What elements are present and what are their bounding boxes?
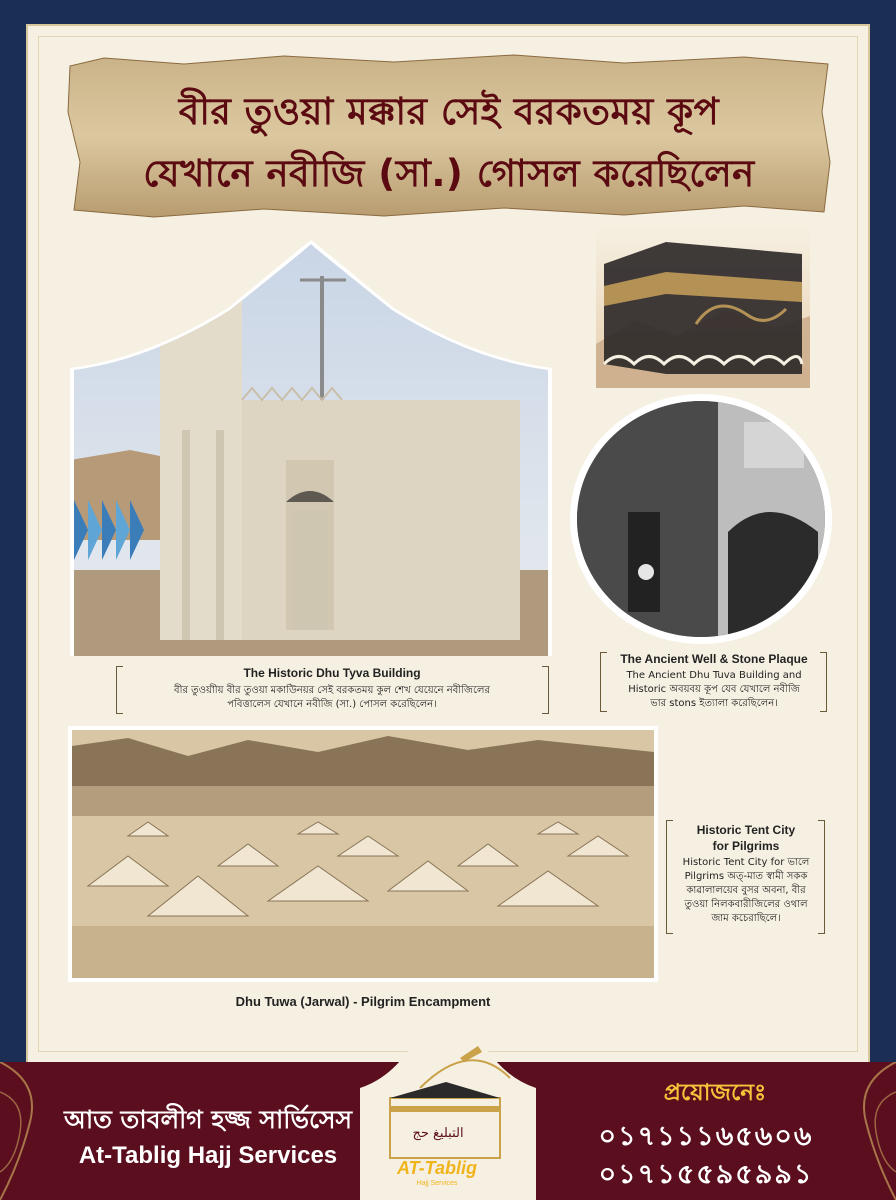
round-photo-caption-line-1: The Ancient Dhu Tuva Building and — [626, 670, 802, 681]
phone-number-2[interactable]: ০১৭১৫৫৯৫৯৯১ — [598, 1159, 814, 1190]
tent-city-body-line-3: কাৱালালয়েব বুসর অবনা, বীর — [686, 885, 806, 896]
tent-city-title — [672, 822, 820, 854]
title-line-1: বীর তুওয়া মক্কার সেই বরকতময় কূপ — [178, 90, 720, 133]
tent-city-body-line-4: তুওয়া নিলকবারীজিলের ওথাল — [684, 899, 808, 910]
service-name-bangla: আত তাবলীগ হজ্জ সার্ভিসেস — [63, 1105, 353, 1134]
tent-city-body-line-5: জাম কচেরাছিলে। — [711, 913, 781, 924]
logo-wordmark: AT-Tablig — [397, 1158, 477, 1178]
title-line-2: যেখানে নবীজি (সা.) গোসল করেছিলেন — [143, 152, 755, 195]
phone-number-1[interactable]: ০১৭১১১৬৫৬০৬ — [598, 1121, 814, 1152]
main-photo-caption-title: The Historic Dhu Tyva Building — [243, 666, 421, 680]
contact-label: প্রয়োজনেঃ — [663, 1080, 767, 1106]
round-photo-caption-title: The Ancient Well & Stone Plaque — [620, 652, 808, 666]
round-photo-caption-body — [606, 669, 822, 711]
dhu-tuwa-building-photo — [70, 240, 552, 656]
caption-bracket-right — [542, 666, 549, 714]
main-photo-caption-line-2: পবিত্তালেস যেখানে নবীজি (সা.) পোসল করেছিলেন। — [227, 699, 437, 710]
kaaba-icon — [596, 224, 810, 388]
ancient-well-photo — [568, 392, 834, 646]
logo-subtitle: Hajj Services — [416, 1180, 458, 1187]
service-name-english: At-Tablig Hajj Services — [78, 1142, 338, 1169]
tent-city-title-line-2: for Pilgrims — [712, 839, 780, 853]
tent-city-body — [672, 856, 820, 926]
pilgrim-encampment-photo — [68, 726, 658, 982]
title-banner — [64, 52, 834, 222]
round-photo-caption-line-2: Historic অবয়বয় কূপ যেব যেখালে নবীজি — [628, 684, 800, 695]
tent-city-body-line-1: Historic Tent City for ভালে — [682, 857, 810, 868]
tent-city-body-line-2: Pilgrims অত্-মাত স্বামী সকক — [684, 871, 808, 882]
tent-city-title-line-1: Historic Tent City — [696, 823, 796, 837]
logo-arabic: التبليغ حج — [412, 1126, 464, 1141]
round-photo-caption-line-3: ভার stons ইত্যালা করেছিলেন। — [650, 698, 778, 709]
main-photo-caption-line-1: বীর তুওয়াীয় বীর তুওয়া মকাউিনয়র সেই বরকতময় কুল শেখ যেয়েনে নবীজিলের — [174, 685, 490, 696]
main-photo-caption-body — [122, 684, 542, 712]
encampment-caption: Dhu Tuwa (Jarwal) - Pilgrim Encampment — [235, 994, 491, 1009]
